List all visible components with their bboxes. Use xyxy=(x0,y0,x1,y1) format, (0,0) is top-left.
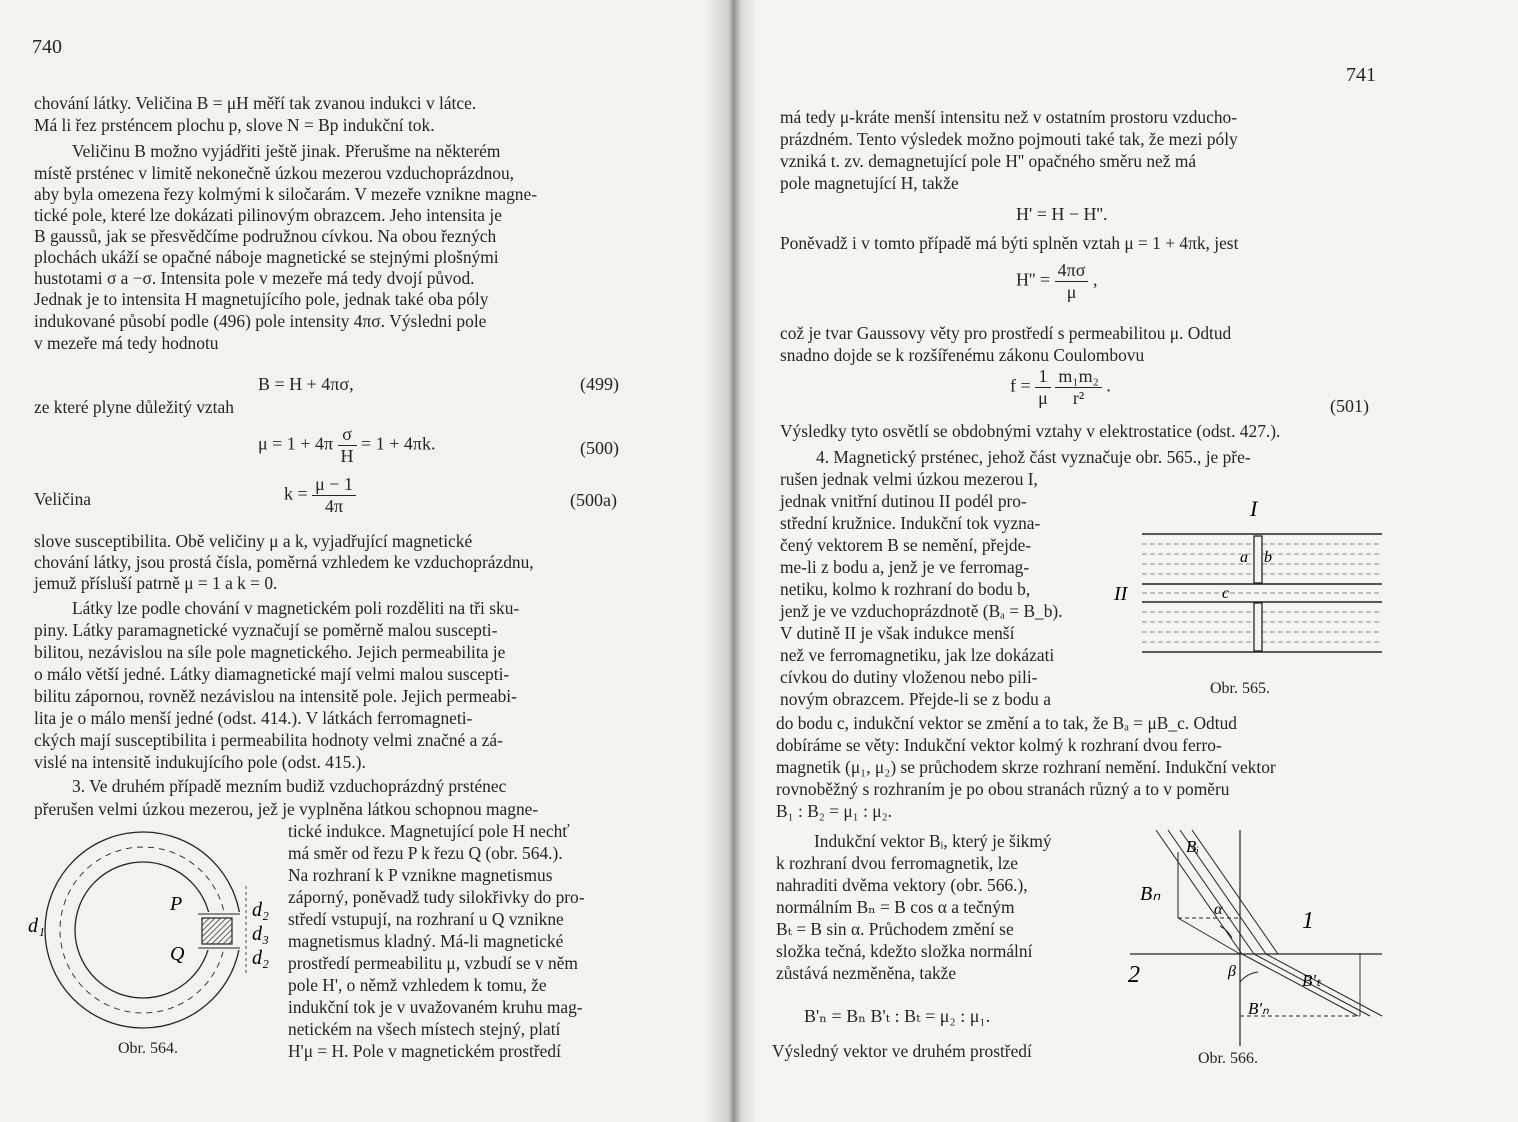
label-d3: d₃ xyxy=(252,923,269,945)
text-line: indukční tok je v uvažovaném kruhu mag- xyxy=(288,997,583,1017)
text-line: do bodu c, indukční vektor se změní a to tak, že Bₐ = μB_c. Odtud xyxy=(776,713,1237,733)
eq-h2-right: , xyxy=(1092,269,1098,290)
text-line: ze které plyne důležitý vztah xyxy=(34,397,234,417)
label-d2-bottom: d₂ xyxy=(252,947,269,969)
equation-number-499: (499) xyxy=(580,374,619,394)
eq-h2-numerator: 4πσ xyxy=(1055,260,1089,282)
eq-h2-left: H'' = xyxy=(1016,269,1051,290)
eq501-denominator-1: μ xyxy=(1038,388,1048,408)
text-line: B gaussů, jak se přesvědčíme podružnou cívkou. Na obou řezných xyxy=(34,226,497,246)
text-line: 4. Magnetický prsténec, jehož část vyznačuje obr. 565., je pře- xyxy=(816,447,1251,467)
text-line: pole H', o němž vzhledem k tomu, že xyxy=(288,975,547,995)
text-line: rovnoběžný s rozhraním je po obou stranách různý a to v poměru xyxy=(776,779,1230,799)
eq501-denominator-2: r² xyxy=(1072,388,1085,408)
text-line: což je tvar Gaussovy věty pro prostředí s permeabilitou μ. Odtud xyxy=(780,323,1232,343)
label-Bi: Bᵢ xyxy=(1186,837,1200,856)
text-line: Má li řez prsténcem plochu p, slove N = Bp indukční tok. xyxy=(34,115,435,135)
label-medium-1: 1 xyxy=(1302,908,1314,934)
page-number-right: 741 xyxy=(1346,64,1376,86)
eq501-numerator-2: m₁m₂ xyxy=(1055,366,1102,388)
label-b: b xyxy=(1264,549,1272,566)
text-line: prázdném. Tento výsledek možno pojmouti také tak, že mezi póly xyxy=(780,129,1238,149)
equation-499: B = H + 4πσ, xyxy=(258,374,354,394)
text-line: netickém na všech místech stejný, platí xyxy=(288,1019,561,1039)
text-line: indukované působí podle (496) pole intensity 4πσ. Výsledni pole xyxy=(34,311,487,331)
label-Bn: Bₙ xyxy=(1140,883,1161,905)
text-line: Indukční vektor Bᵢ, který je šikmý xyxy=(814,831,1052,851)
label-medium-2: 2 xyxy=(1128,962,1140,988)
text-line: 3. Ve druhém případě mezním budiž vzduchoprázdný prsténec xyxy=(72,776,507,796)
text-line: aby byla omezena řezy kolmými k siločarám. V mezeře vznikne magne- xyxy=(34,184,538,204)
text-line: netiku, kolmo k rozhraní do bodu b, xyxy=(780,579,1031,599)
text-line: nahraditi dvěma vektory (obr. 566.), xyxy=(776,875,1028,895)
eq501-left: f = xyxy=(1010,375,1031,396)
text-line: tické indukce. Magnetující pole H nechť xyxy=(288,821,570,841)
text-line: k rozhraní dvou ferromagnetik, lze xyxy=(776,853,1018,873)
text-line: chování látky. Veličina B = μH měří tak zvanou indukci v látce. xyxy=(34,93,477,113)
text-line: ckých mají susceptibilita i permeabilita hodnoty velmi značné a zá- xyxy=(34,730,503,750)
text-line: složka tečná, kdežto složka normální xyxy=(776,941,1033,961)
eq500a-left: k = xyxy=(284,483,308,504)
gap-filling xyxy=(202,918,232,944)
eq500a-denominator: 4π xyxy=(325,496,344,516)
text-line: normálním Bₙ = B cos α a tečným xyxy=(776,897,1015,917)
figure-566-caption: Obr. 566. xyxy=(1198,1050,1258,1067)
text-line: snadno dojde se k rozšířenému zákonu Coulombovu xyxy=(780,345,1145,365)
text-line: tické pole, které lze dokázati pilinovým obrazcem. Jeho intensita je xyxy=(34,205,502,225)
text-line: bilitou, nezávislou na síle pole magnetického. Jejich permeabilita je xyxy=(34,642,506,662)
text-line: má směr od řezu P k řezu Q (obr. 564.). xyxy=(288,843,563,863)
eq501-fraction-2 xyxy=(1055,366,1102,409)
text-line: jenž je ve vzduchoprázdnotě (Bₐ = B_b). xyxy=(780,601,1063,621)
text-line: magnetik (μ₁, μ₂) se průchodem skrze rozhraní nemění. Indukční vektor xyxy=(776,757,1276,777)
text-line: piny. Látky paramagnetické vyznačují se poměrně malou suscepti- xyxy=(34,620,498,640)
text-line: Látky lze podle chování v magnetickém poli rozděliti na tři sku- xyxy=(72,598,520,618)
label-d1: d₁ xyxy=(28,915,45,937)
text-line: středí vstupují, na rozhraní u Q vznikne xyxy=(288,909,564,929)
eq500-fraction xyxy=(338,424,357,467)
text-line: V dutině II je však indukce menší xyxy=(780,623,1015,643)
page-number-left: 740 xyxy=(32,36,62,58)
label-I: I xyxy=(1250,496,1258,521)
label-c: c xyxy=(1222,585,1230,602)
text-line: Poněvadž i v tomto případě má býti splněn vztah μ = 1 + 4πk, jest xyxy=(780,233,1239,253)
book-gutter xyxy=(705,0,757,1122)
label-alpha: α xyxy=(1214,901,1223,918)
text-line: o málo větší jedné. Látky diamagnetické mají velmi malou suscepti- xyxy=(34,664,510,684)
text-line: vzniká t. zv. demagnetující pole H'' opačného směru než má xyxy=(780,151,1197,171)
text-line: cívkou do dutiny vloženou nebo pili- xyxy=(780,667,1038,687)
eq500-left: μ = 1 + 4π xyxy=(258,433,334,454)
label-Q: Q xyxy=(170,943,185,965)
eq501-fraction-1 xyxy=(1035,366,1051,409)
text-line: dobíráme se věty: Indukční vektor kolmý k rozhraní dvou ferro- xyxy=(776,735,1222,755)
label-a: a xyxy=(1240,549,1248,566)
text-line: prostředí permeabilitu μ, vzbudí se v něm xyxy=(288,953,578,973)
equation-number-500a: (500a) xyxy=(570,490,617,510)
eq500a-numerator: μ − 1 xyxy=(312,474,356,496)
text-line: H'μ = H. Pole v magnetickém prostředí xyxy=(288,1041,561,1061)
equation-number-501: (501) xyxy=(1330,396,1369,416)
text-line: slove susceptibilita. Obě veličiny μ a k, vyjadřující magnetické xyxy=(34,531,473,551)
text-line: místě prsténec v limitě nekonečně úzkou mezerou vzduchoprázdnou, xyxy=(34,163,515,183)
text-line: plochách ukáží se opačné náboje magnetické se stejnými plošnými xyxy=(34,247,499,267)
text-line: chování látky, jsou prostá čísla, poměrná vzhledem ke vzduchoprázdnu, xyxy=(34,552,534,572)
eq-h2-denominator: μ xyxy=(1066,282,1077,302)
text-line: než ve ferromagnetiku, jak lze dokázati xyxy=(780,645,1055,665)
text-line: čený vektorem B se nemění, přejde- xyxy=(780,535,1032,555)
text-line: záporný, poněvadž tudy silokřivky do pro- xyxy=(288,887,585,907)
equation-number-500: (500) xyxy=(580,438,619,458)
gap-I xyxy=(1254,536,1262,583)
eq501-right: . xyxy=(1106,375,1111,396)
text-line: vislé na intensitě indukujícího pole (odst. 415.). xyxy=(34,752,366,772)
text-line: má tedy μ-kráte menší intensitu než v ostatním prostoru vzducho- xyxy=(780,107,1238,127)
equation-h-double-prime xyxy=(1016,260,1097,303)
figure-566 xyxy=(1120,826,1390,1048)
label-d2-top: d₂ xyxy=(252,899,269,921)
text-line: magnetismus kladný. Má-li magnetické xyxy=(288,931,564,951)
figure-565-caption: Obr. 565. xyxy=(1210,680,1270,697)
figure-564-caption: Obr. 564. xyxy=(118,1040,178,1057)
eq501-numerator-1: 1 xyxy=(1035,366,1051,388)
text-line: Výsledný vektor ve druhém prostředí xyxy=(772,1041,1032,1061)
figure-564 xyxy=(18,826,290,1038)
text-line: Veličina xyxy=(34,489,91,509)
text-line: Na rozhraní k P vznikne magnetismus xyxy=(288,865,553,885)
eq500a-fraction xyxy=(312,474,356,517)
text-line: Jednak je to intensita H magnetujícího pole, jednak také oba póly xyxy=(34,289,489,309)
text-line: jednak vnitřní dutinou II podél pro- xyxy=(780,491,1027,511)
label-II: II xyxy=(1114,583,1128,605)
label-Bn-prime: B'ₙ xyxy=(1248,999,1269,1018)
label-P: P xyxy=(170,893,183,915)
text-line: pole magnetující H, takže xyxy=(780,173,959,193)
eq500-numerator: σ xyxy=(338,424,357,446)
text-line: rušen jednak velmi úzkou mezerou I, xyxy=(780,469,1038,489)
text-line: Veličinu B možno vyjádřiti ještě jinak. Přerušme na některém xyxy=(72,141,501,161)
text-line: v mezeře má tedy hodnotu xyxy=(34,333,219,353)
text-line: hustotami σ a −σ. Intensita pole v mezeře má tedy dvojí původ. xyxy=(34,268,475,288)
text-line: bilitu zápornou, rovněž nezávislou na intensitě pole. Jejich permeabi- xyxy=(34,686,517,706)
equation-500a xyxy=(284,474,356,517)
inner-ring-outline xyxy=(75,862,211,998)
text-line: me-li z bodu a, jenž je ve ferromag- xyxy=(780,557,1030,577)
equation-500 xyxy=(258,424,435,467)
text-line: novým obrazcem. Přejde-li se z bodu a xyxy=(780,689,1051,709)
text-line: Bₜ = B sin α. Průchodem změní se xyxy=(776,919,1014,939)
text-line: přerušen velmi úzkou mezerou, jež je vyplněna látkou schopnou magne- xyxy=(34,799,539,819)
eq-h2-fraction xyxy=(1055,260,1089,303)
equation-501 xyxy=(1010,366,1111,409)
equation-h-prime: H' = H − H''. xyxy=(1016,204,1108,224)
equation-bn: B'ₙ = Bₙ B'ₜ : Bₜ = μ₂ : μ₁. xyxy=(804,1006,991,1026)
label-Bt-prime: B'ₜ xyxy=(1302,971,1322,990)
label-beta: β xyxy=(1228,963,1236,980)
figure-565 xyxy=(1110,492,1410,682)
text-line: B₁ : B₂ = μ₁ : μ₂. xyxy=(776,801,893,821)
text-line: jemuž přísluší patrně μ = 1 a k = 0. xyxy=(34,573,278,593)
eq500-denominator: H xyxy=(340,446,354,466)
text-line: Výsledky tyto osvětlí se obdobnými vztahy v elektrostatice (odst. 427.). xyxy=(780,421,1281,441)
text-line: střední kružnice. Indukční tok vyzna- xyxy=(780,513,1041,533)
text-line: zůstává nezměněna, takže xyxy=(776,963,957,983)
text-line: lita je o málo menší jedné (odst. 414.). V látkách ferromagneti- xyxy=(34,708,473,728)
eq500-right: = 1 + 4πk. xyxy=(361,433,436,454)
